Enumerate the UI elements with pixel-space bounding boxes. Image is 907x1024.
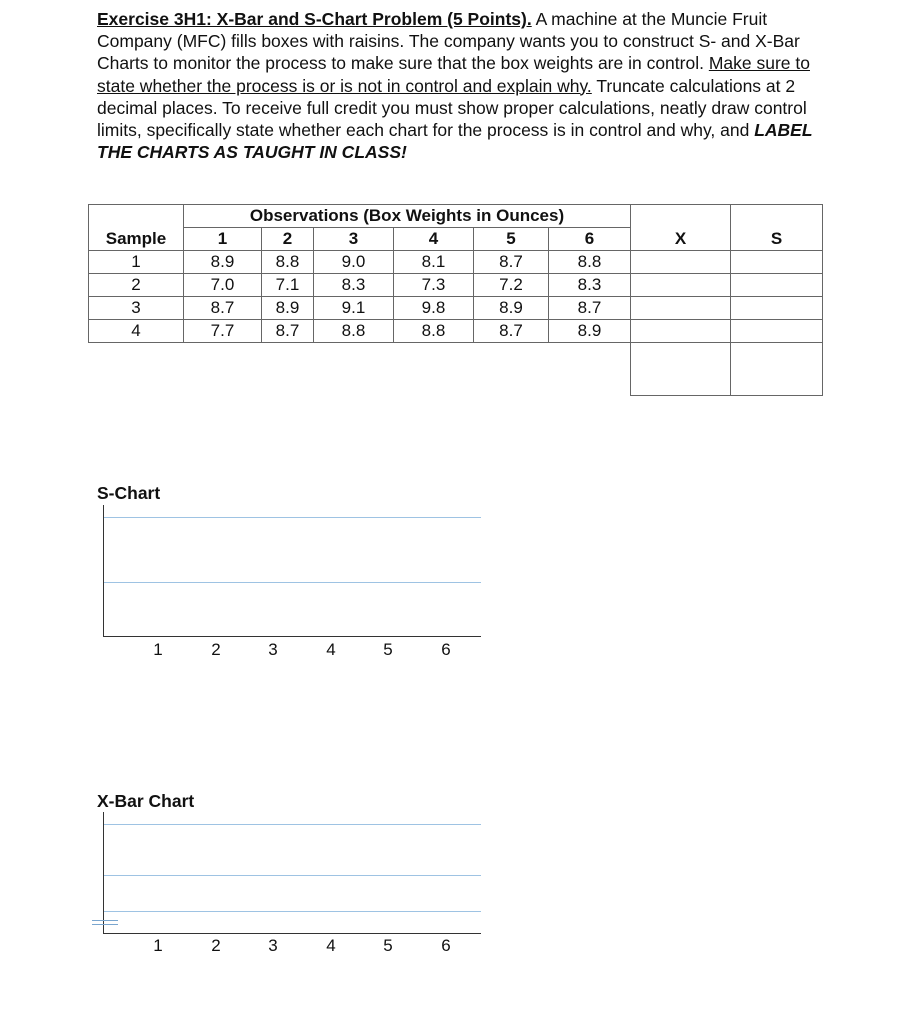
value-cell: 8.3 <box>549 274 631 297</box>
value-cell: 8.8 <box>314 320 394 343</box>
table-row <box>89 274 823 297</box>
sample-cell: 1 <box>89 251 184 274</box>
s-chart-tick-label: 2 <box>211 640 221 659</box>
xbar-chart-upper-control-line <box>104 824 481 825</box>
xbar-chart-double-bar-mark <box>92 920 118 921</box>
exercise-underlined-instruction: Make sure to state whether the process is or is not in control and explain why. <box>97 53 810 96</box>
xbar-chart-tick-label: 1 <box>153 936 163 955</box>
xbar-chart-tick-label: 4 <box>326 936 336 955</box>
sample-cell: 2 <box>89 274 184 297</box>
value-cell: 7.3 <box>394 274 474 297</box>
xbar-chart-tick-label: 5 <box>383 936 393 955</box>
value-cell: 8.7 <box>474 320 549 343</box>
value-cell: 7.1 <box>262 274 314 297</box>
value-cell: 8.7 <box>184 297 262 320</box>
xbar-chart-title: X-Bar Chart <box>97 791 195 811</box>
value-cell: 8.3 <box>314 274 394 297</box>
obs-header: 5 <box>474 228 549 251</box>
s-answer-cell[interactable] <box>731 251 823 274</box>
s-chart-upper-control-line <box>104 517 481 518</box>
s-chart-y-axis <box>103 505 104 637</box>
s-chart-tick-label: 6 <box>441 640 451 659</box>
obs-header: 2 <box>262 228 314 251</box>
exercise-emphasis: LABEL THE CHARTS AS TAUGHT IN CLASS! <box>97 120 813 163</box>
xbar-chart-double-bar-mark <box>92 924 118 925</box>
observations-group-header: Observations (Box Weights in Ounces) <box>184 205 631 228</box>
x-answer-cell[interactable] <box>631 274 731 297</box>
value-cell: 8.9 <box>474 297 549 320</box>
value-cell: 8.7 <box>549 297 631 320</box>
s-chart-tick-label: 3 <box>268 640 278 659</box>
s-answer-cell[interactable] <box>731 297 823 320</box>
s-chart-tick-label: 5 <box>383 640 393 659</box>
obs-header: 4 <box>394 228 474 251</box>
xbar-chart-center-line <box>104 875 481 876</box>
value-cell: 7.0 <box>184 274 262 297</box>
obs-header: 1 <box>184 228 262 251</box>
value-cell: 8.9 <box>549 320 631 343</box>
s-header-top <box>731 205 823 228</box>
s-chart-tick-label: 1 <box>153 640 163 659</box>
obs-header: 6 <box>549 228 631 251</box>
value-cell: 8.7 <box>474 251 549 274</box>
s-bar-answer-cell[interactable] <box>731 343 823 396</box>
xbar-chart-tick-label: 2 <box>211 936 221 955</box>
s-chart-tick-label: 4 <box>326 640 336 659</box>
value-cell: 9.8 <box>394 297 474 320</box>
exercise-text-1: A machine at the Muncie Fruit Company (MFC) fills boxes with raisins. The company wants you to construct S- and X-Bar Charts to monitor the process to make sure that the box weights are in control. <box>97 9 800 74</box>
observations-table <box>88 204 823 396</box>
xbar-chart-x-axis <box>103 933 481 934</box>
table-row <box>89 251 823 274</box>
x-answer-cell[interactable] <box>631 251 731 274</box>
exercise-text-2: Truncate calculations at 2 decimal places. To receive full credit you must show proper calculations, neatly draw control limits, specifically state whether each chart for the process is in control and why, and <box>97 75 807 141</box>
s-chart-x-axis <box>103 636 481 637</box>
value-cell: 8.8 <box>549 251 631 274</box>
value-cell: 9.1 <box>314 297 394 320</box>
value-cell: 7.2 <box>474 274 549 297</box>
sample-cell: 3 <box>89 297 184 320</box>
value-cell: 8.8 <box>394 320 474 343</box>
s-header: S <box>731 228 823 251</box>
table-row <box>89 297 823 320</box>
exercise-instructions <box>97 8 842 163</box>
x-header-top <box>631 205 731 228</box>
value-cell: 8.1 <box>394 251 474 274</box>
obs-header: 3 <box>314 228 394 251</box>
value-cell: 8.9 <box>184 251 262 274</box>
xbar-chart-tick-label: 3 <box>268 936 278 955</box>
value-cell: 8.9 <box>262 297 314 320</box>
xbar-chart-tick-label: 6 <box>441 936 451 955</box>
xbar-chart-lower-control-line <box>104 911 481 912</box>
x-header: X <box>631 228 731 251</box>
sample-header: Sample <box>89 228 184 251</box>
value-cell: 7.7 <box>184 320 262 343</box>
value-cell: 8.8 <box>262 251 314 274</box>
s-chart-center-line <box>104 582 481 583</box>
sample-cell: 4 <box>89 320 184 343</box>
s-chart-title: S-Chart <box>97 483 161 503</box>
xbar-chart-y-axis <box>103 812 104 934</box>
x-answer-cell[interactable] <box>631 320 731 343</box>
x-answer-cell[interactable] <box>631 297 731 320</box>
table-row <box>89 320 823 343</box>
s-answer-cell[interactable] <box>731 274 823 297</box>
s-answer-cell[interactable] <box>731 320 823 343</box>
x-bar-bar-answer-cell[interactable] <box>631 343 731 396</box>
value-cell: 8.7 <box>262 320 314 343</box>
sample-header-top <box>89 205 184 228</box>
value-cell: 9.0 <box>314 251 394 274</box>
exercise-heading: Exercise 3H1: X-Bar and S-Chart Problem (5 Points). <box>97 9 532 29</box>
summary-row <box>89 343 823 396</box>
